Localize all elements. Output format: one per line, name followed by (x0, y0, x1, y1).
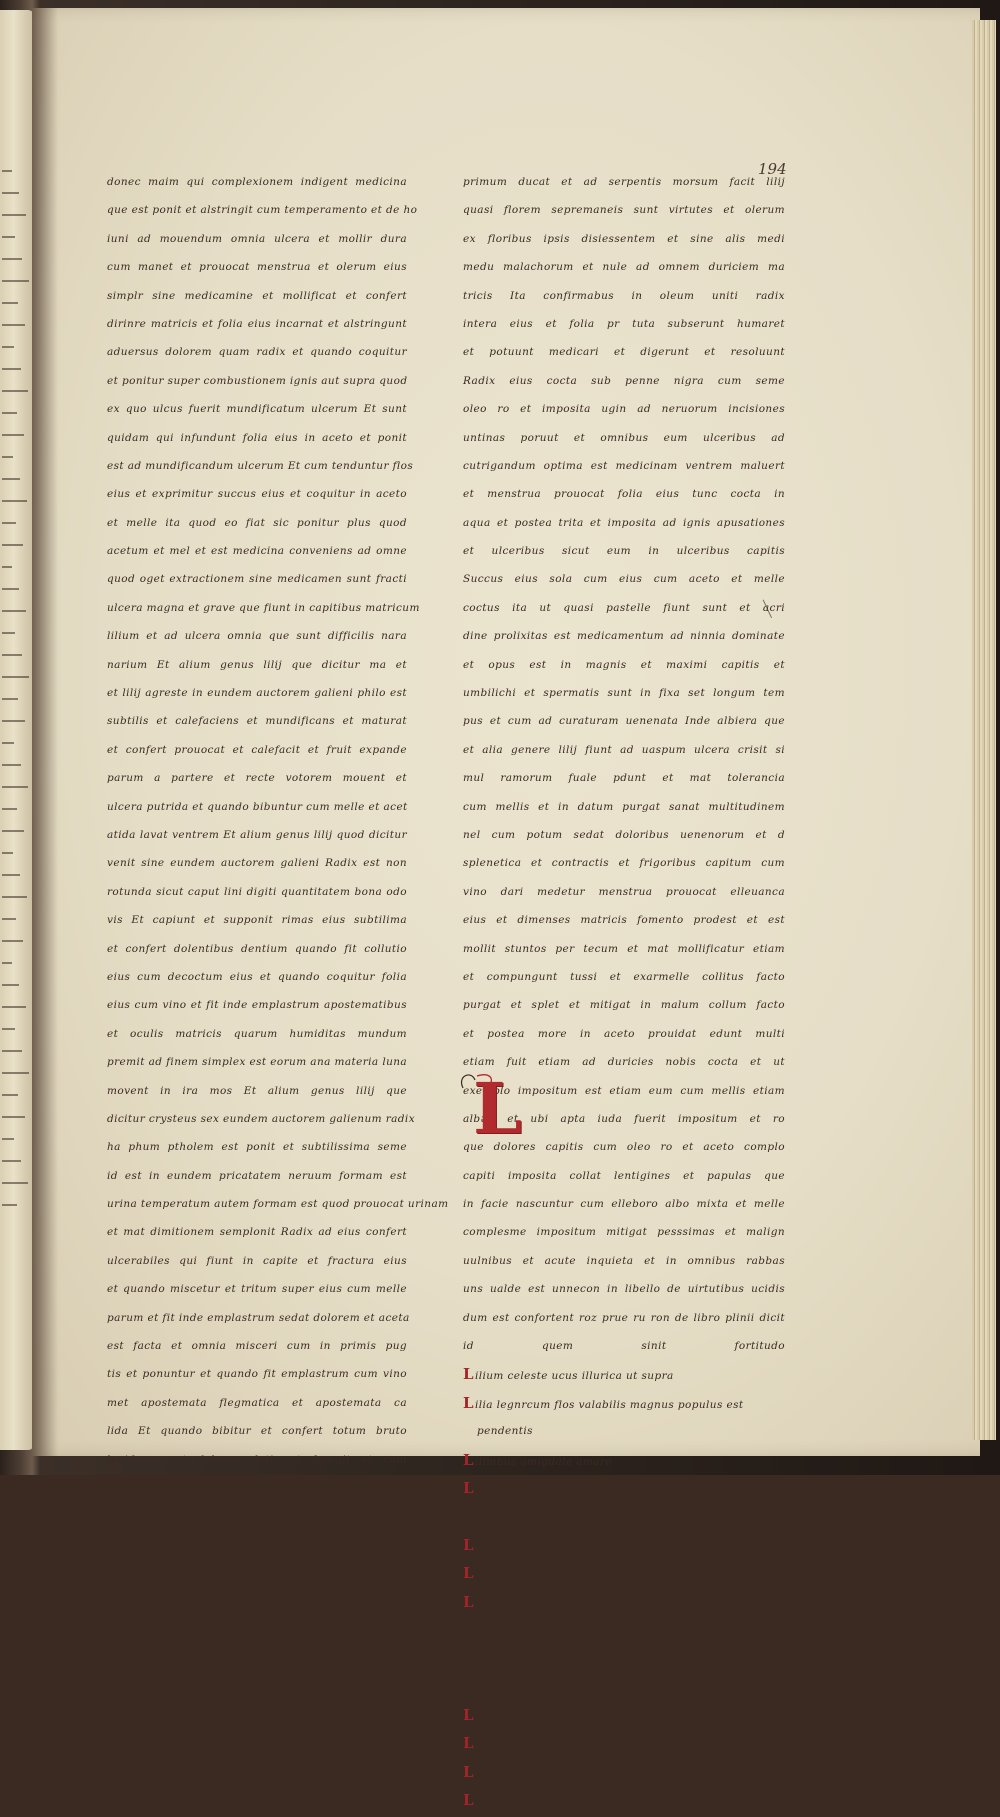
page-block-edge (972, 20, 996, 1440)
facing-page-text-fragment (2, 456, 13, 463)
line-text: eius cum vino et fit inde emplastrum apostematibus (107, 999, 407, 1012)
text-line (107, 1247, 407, 1275)
facing-page-text-fragment (2, 786, 28, 793)
glossary-entry (463, 1389, 785, 1417)
facing-page-text-fragment (2, 500, 27, 507)
line-text: tis et ponuntur et quando fit emplastrum cum vino (107, 1368, 407, 1381)
glossary-entry (463, 1531, 785, 1559)
line-text: medu malachorum et nule ad omnem duriciem ma (463, 261, 785, 274)
line-text: eius et exprimitur succus eius et coquitur in aceto (107, 488, 407, 501)
entry-text: imassagui ut unguentum (477, 1680, 618, 1693)
decorated-initial (459, 1067, 539, 1150)
line-text: met apostemata flegmatica et apostemata ca (107, 1396, 407, 1409)
facing-page-text-fragment (2, 1006, 26, 1013)
text-line (463, 395, 785, 423)
text-line (107, 878, 407, 906)
entry-text: impha ut aqua (475, 1711, 557, 1724)
line-text: posita ad combustiones prosunt cura et necatus (107, 1623, 407, 1636)
text-line (463, 963, 785, 991)
line-text: id quem sinit fortitudo (463, 1340, 785, 1353)
line-text: que dolores capitis cum oleo ro et aceto complo (463, 1141, 785, 1154)
line-text: vino dari medetur menstrua prouocat elleuanca (463, 885, 785, 898)
line-text: intera eius et folia pr tuta subserunt humaret (463, 317, 785, 330)
glossary-entry (463, 1758, 785, 1786)
text-line (107, 622, 407, 650)
facing-page-text-fragment (2, 720, 25, 727)
glossary-entry (463, 1417, 785, 1445)
line-text: et postea more in aceto prouidat edunt multi (463, 1027, 785, 1040)
rubricated-initial: L (463, 1706, 474, 1725)
entry-text: pendentis (477, 1425, 533, 1438)
line-text: est ad mundificandum ulcerum Et cum tenduntur flos (107, 459, 414, 472)
text-line (463, 1218, 785, 1246)
facing-page-edge (0, 10, 34, 1450)
facing-page-text-fragment (2, 434, 24, 441)
line-text: cutrigandum optima est medicinam ventrem maluert (463, 459, 785, 472)
facing-page-text-fragment (2, 1116, 25, 1123)
line-text: et ponitur super combustionem ignis aut supra quod (107, 374, 408, 387)
line-text: et oculis matricis quarum humiditas mundum (107, 1027, 407, 1040)
text-line (463, 565, 785, 593)
text-line (107, 395, 407, 423)
text-line (107, 1162, 407, 1190)
line-text: et confert dolentibus dentium quando fit collutio (107, 942, 407, 955)
facing-page-text-fragment (2, 544, 23, 551)
text-line (463, 1304, 785, 1332)
rubricated-initial: L (463, 1762, 474, 1781)
text-line (107, 935, 407, 963)
line-text: donec maim qui complexionem indigent medicina (107, 176, 407, 188)
facing-page-text-fragment (2, 896, 27, 903)
line-text: ha phum ptholem est ponit et subtilissima seme (107, 1141, 407, 1154)
text-line (107, 1304, 410, 1332)
text-line (107, 651, 407, 679)
entry-text: ilisfiquis (475, 1569, 524, 1582)
facing-page-text-fragment (2, 830, 24, 837)
facing-page-text-fragment (2, 1204, 17, 1211)
text-line (107, 679, 407, 707)
glossary-entry (463, 1786, 785, 1814)
text-line (107, 1417, 407, 1445)
glossary-entry (463, 1616, 785, 1644)
text-line (107, 963, 407, 991)
line-text: ignis combustionibus sponit et mollit etiam (107, 1737, 407, 1750)
text-line (463, 849, 785, 877)
line-text: uulnibus et acute inquieta et in omnibus rabbas (463, 1254, 785, 1267)
facing-page-text-fragment (2, 1072, 29, 1079)
text-line (107, 594, 420, 622)
text-line (107, 1077, 407, 1105)
text-line (107, 253, 407, 281)
text-line (463, 310, 785, 338)
line-text: subtilis et calefaciens et mundificans et maturat (107, 715, 407, 728)
facing-page-text-fragment (2, 236, 15, 243)
line-text: oleo ro et imposita ugin ad neruorum incisiones (463, 403, 785, 416)
glossary-entry (463, 1502, 785, 1530)
line-text: est facta et omnia misceri cum in primis pug (107, 1340, 407, 1353)
text-line (107, 310, 407, 338)
text-line (463, 480, 785, 508)
text-line (107, 367, 407, 395)
text-line (107, 1020, 407, 1048)
line-text: et quando miscetur et tritum super eius cum melle (107, 1283, 407, 1296)
facing-page-text-fragment (2, 698, 18, 705)
facing-page-text-fragment (2, 302, 18, 309)
facing-page-text-fragment (2, 742, 14, 749)
line-text: que est ponit et alstringit cum temperamento et de ho (107, 204, 418, 217)
line-text: lucidorum et dolorem latis et frangit et cum (107, 1453, 407, 1466)
line-text: melle Radix non assidue coqui cum oleo toto (107, 1709, 407, 1722)
text-line (107, 1275, 407, 1303)
text-line (463, 821, 785, 849)
text-line (107, 1133, 407, 1161)
entry-text: imaca spica est lege halimi (477, 1623, 632, 1636)
text-line (107, 282, 407, 310)
glossary-entry (463, 1474, 785, 1502)
right-text-column (463, 168, 785, 1815)
text-line (463, 736, 785, 764)
line-text: et menstrua prouocat folia eius tunc cocta in (463, 488, 785, 501)
line-text: untinas poruut et omnibus eum ulceribus ad (463, 431, 785, 444)
text-line (107, 1616, 407, 1644)
text-line (463, 1247, 785, 1275)
text-line (463, 1162, 785, 1190)
glossary-entry (463, 1644, 785, 1672)
glossary-entry (463, 1701, 785, 1729)
facing-page-text-fragment (2, 390, 28, 397)
rubricated-initial: L (463, 1734, 474, 1753)
facing-page-text-fragment (2, 258, 22, 265)
line-text: et melle ita quod eo fiat sic ponitur plus quod (107, 516, 407, 529)
facing-page-text-fragment (2, 522, 16, 529)
text-line (107, 1190, 449, 1218)
text-line (463, 1332, 785, 1360)
text-line (107, 452, 414, 480)
text-line (463, 622, 785, 650)
folio-number: 194 (758, 160, 787, 178)
line-text: fomenti cum eius dum menstrua prouocat et (107, 1794, 407, 1807)
facing-page-text-fragment (2, 632, 15, 639)
line-text: cum mellis et in datum purgat sanat multitudinem (463, 800, 785, 813)
text-line (107, 736, 407, 764)
text-line (107, 1588, 407, 1616)
text-line (107, 168, 407, 196)
facing-page-text-fragment (2, 324, 25, 331)
line-text: et opus est in magnis et maximi capitis et (463, 658, 785, 671)
line-text: cum et decoctus in matricibus ulcera nerva (107, 1680, 407, 1693)
line-text: premit ad finem simplex est eorum ana materia luna (107, 1056, 408, 1069)
line-text: ulcera putrida et quando bibuntur cum melle et acet (107, 800, 408, 813)
text-line (107, 424, 407, 452)
text-line (107, 509, 407, 537)
line-text: mollit stuntos per tecum et mat mollificatur etiam (463, 942, 785, 955)
line-text: in facie nascuntur cum elleboro albo mixta et melle (463, 1198, 785, 1211)
facing-page-text-fragment (2, 676, 29, 683)
text-line (107, 565, 407, 593)
line-text: ex floribus ipsis disiessentem et sine alis medi (463, 232, 785, 245)
text-line (463, 424, 785, 452)
line-text: et confert prouocat et calefacit et fruit expande (107, 743, 407, 756)
line-text: dum est confortent roz prue ru ron de libro plinii dicit (463, 1311, 785, 1324)
facing-page-text-fragment (2, 1050, 22, 1057)
entry-text: ilium celeste ucus illurica ut supra (475, 1370, 674, 1383)
text-line (463, 253, 785, 281)
text-line (107, 1729, 407, 1757)
text-line (107, 1502, 407, 1530)
facing-page-text-fragment (2, 346, 14, 353)
glossary-entry (463, 1559, 785, 1587)
initial-letter: L (473, 1067, 523, 1150)
line-text: Radix eius cocta sub penne nigra cum seme (463, 374, 785, 387)
entry-text: ilia legnrcum flos valabilis magnus populus est (475, 1398, 744, 1411)
line-text: pus et cum ad curaturam uenenata Inde albiera que (463, 715, 785, 728)
line-text: movent in ira mos Et alium genus lilij que (107, 1084, 407, 1097)
line-text: urina temperatum autem formam est quod prouocat urinam (107, 1198, 449, 1211)
facing-page-text-fragment (2, 170, 12, 177)
text-line (107, 1332, 407, 1360)
line-text: parum et fit inde emplastrum sedat dolorem et aceta (107, 1311, 410, 1324)
line-text: atida lavat ventrem Et alium genus lilij quod dicitur (107, 828, 407, 841)
facing-page-text-fragment (2, 368, 21, 375)
line-text: uns ualde est unnecon in libello de uirtutibus ucidis (463, 1283, 785, 1296)
line-text: parum a partere et recte votorem mouent et (107, 772, 407, 785)
rubricated-initial: L (463, 1592, 474, 1611)
entry-text: inceum sive plinius herba est que pigre uocatur (475, 1767, 749, 1780)
text-line (107, 1644, 407, 1672)
line-text: primum ducat et ad serpentis morsum facit lilij (463, 176, 785, 188)
facing-page-text-fragment (2, 1160, 21, 1167)
facing-page-text-fragment (2, 984, 19, 991)
text-line (107, 707, 407, 735)
text-line (107, 1531, 407, 1559)
text-line (463, 1190, 785, 1218)
text-line (107, 480, 407, 508)
line-text: matrem et addiat menstrualem pinguedinem et (107, 1765, 407, 1778)
line-text: id est in eundem pricatatem neruum formam est (107, 1169, 407, 1182)
text-line (107, 1389, 407, 1417)
line-text: et alia genere lilij fiunt ad uaspum ulcera crisit si (463, 743, 785, 756)
line-text: coctus ita ut quasi pastelle fiunt sunt et acri (463, 601, 785, 614)
text-line (463, 225, 785, 253)
glossary-entry (463, 1729, 785, 1757)
text-line (107, 1446, 407, 1474)
line-text: duram necessarium Et folia eius cocta et in (107, 1595, 407, 1608)
entry-text: pedenicis (477, 1510, 532, 1523)
glossary-entry (463, 1673, 785, 1701)
facing-page-text-fragment (2, 412, 17, 419)
text-line (463, 594, 785, 622)
text-line (463, 537, 785, 565)
facing-page-text-fragment (2, 940, 23, 947)
text-line (463, 1020, 785, 1048)
line-text: aduersus dolorem quam radix et quando coquitur (107, 346, 407, 359)
line-text: albuii et ubi apta iuda fuerit impositum et ro (463, 1112, 785, 1125)
line-text: exemplo impositum est etiam eum cum mellis etiam (463, 1084, 785, 1097)
text-line (107, 991, 407, 1019)
facing-page-text-fragment (2, 1028, 15, 1035)
rubricated-initial: L (463, 1365, 474, 1384)
text-line (463, 679, 785, 707)
line-text: Succus eius sola cum eius cum aceto et melle (463, 573, 785, 586)
text-line (463, 878, 785, 906)
line-text: simplr sine medicamine et mollificat et confert (107, 289, 407, 302)
line-text: et lilij agreste in eundem auctorem galieni philo est (107, 687, 407, 700)
line-text: iuni ad mouendum omnia ulcera et mollir dura (107, 232, 407, 245)
text-line (107, 1360, 407, 1388)
text-line (463, 793, 785, 821)
glossary-entry (463, 1360, 785, 1388)
line-text: etiam fuit etiam ad duricies nobis cocta et ut (463, 1056, 785, 1069)
line-text: et quando bibitur cum aceto simplex apostemata (107, 1538, 407, 1551)
line-text: quod oget extractionem sine medicamen sunt fracti (107, 573, 407, 586)
text-line (463, 367, 785, 395)
facing-page-text-fragment (2, 1094, 18, 1101)
rubricated-initial: L (463, 1450, 474, 1469)
text-line (107, 1048, 407, 1076)
text-line (107, 225, 407, 253)
text-line (107, 537, 407, 565)
line-text: et ulceribus sicut eum in ulceribus capitis (463, 545, 785, 558)
text-line (107, 849, 407, 877)
facing-page-text-fragment (2, 192, 19, 199)
line-text: lilium et ad ulcera omnia que sunt difficilis nara (107, 630, 407, 643)
text-line (107, 906, 407, 934)
text-line (463, 707, 785, 735)
line-text: ulcerabiles qui fiunt in capite et fractura eius (107, 1254, 407, 1267)
left-text-column (107, 168, 449, 1815)
line-text: et mat dimitionem semplonit Radix ad eius confert (107, 1226, 407, 1239)
line-text: narium Et alium genus lilij que dicitur ma et (107, 658, 407, 671)
entry-text: ilinguicia ut pastinaca (475, 1540, 603, 1553)
rubricated-initial: L (463, 1535, 474, 1554)
line-text: lida Et quando bibitur et confert totum bruto (107, 1425, 407, 1438)
facing-page-text-fragment (2, 1138, 14, 1145)
text-line (463, 651, 785, 679)
text-line (463, 452, 785, 480)
line-text: cum molofach prouocat ventrem prouocatione (107, 1510, 407, 1523)
text-line (463, 764, 785, 792)
text-line (107, 338, 407, 366)
facing-page-text-fragment (2, 610, 26, 617)
entry-text: incesa ut usnee (475, 1796, 564, 1809)
entry-text: imphatiscens ut sedefiamentum (475, 1739, 657, 1752)
text-line (107, 1105, 416, 1133)
line-text: umbilichi et spermatis sunt in fixa set longum tem (463, 687, 785, 700)
line-text: ulcera magna et grave que fiunt in capitibus matricum (107, 601, 420, 614)
line-text: venit sine eundem auctorem galieni Radix est non (107, 857, 407, 870)
facing-page-text-fragment (2, 214, 26, 221)
rubricated-initial: L (463, 1478, 474, 1497)
text-line (107, 1701, 407, 1729)
text-line (107, 1673, 407, 1701)
text-line (107, 764, 407, 792)
facing-page-text-fragment (2, 764, 21, 771)
text-line (107, 196, 418, 224)
text-line (107, 821, 407, 849)
text-line (107, 793, 407, 821)
facing-page-text-fragment (2, 1182, 28, 1189)
line-text: ex quo ulcus fuerit mundificatum ulcerum Et sunt (107, 403, 407, 416)
facing-page-text-fragment (2, 566, 12, 573)
line-text: et compungunt tussi et exarmelle collitus facto (463, 970, 785, 983)
line-text: complesme impositum mitigat pesssimas et malign (463, 1226, 785, 1239)
line-text: dine prolixitas est medicamentum ad ninnia dominate (463, 630, 785, 643)
facing-page-text-fragment (2, 962, 12, 969)
text-line (107, 1786, 407, 1814)
facing-page-text-fragment (2, 918, 16, 925)
line-text: quasi florem sepremaneis sunt virtutes et olerum (463, 204, 785, 217)
text-line (463, 906, 785, 934)
text-line (463, 282, 785, 310)
text-line (107, 1559, 407, 1587)
entry-text: ilisfrigus ut palma (475, 1597, 580, 1610)
text-line (107, 1758, 407, 1786)
entry-text: ilinges sperma herbe que malua dicitur ut et est (475, 1483, 752, 1496)
line-text: sinplene duo flores lilij deinatur possunt emolliu (107, 1567, 407, 1580)
line-text: ne Et quando bibunt Et femur diluitur pondus (107, 1481, 407, 1494)
line-text: purgat et splet et mitigat in malum collum facto (463, 999, 785, 1012)
rubricated-initial: L (463, 1791, 474, 1810)
facing-page-text-fragment (2, 478, 20, 485)
binding-gutter-shadow (32, 8, 58, 1456)
text-line (463, 991, 785, 1019)
line-text: dicitur crysteus sex eundem auctorem galienum radix (107, 1112, 416, 1125)
text-line (107, 1474, 407, 1502)
glossary-entry (463, 1446, 785, 1474)
text-line (463, 196, 785, 224)
rubricated-initial: L (463, 1393, 474, 1412)
text-line (107, 1218, 407, 1246)
text-line (463, 338, 785, 366)
glossary-entry (463, 1588, 785, 1616)
line-text: tricis Ita confirmabus in oleum uniti radix (463, 289, 785, 302)
line-text: splenetica et contractis et frigoribus capitum cum (463, 857, 785, 870)
line-text: quidam qui infundunt folia eius in aceto et ponit (107, 431, 407, 444)
facing-page-text-fragment (2, 280, 29, 287)
line-text: eius cum decoctum eius et quando coquitur folia (107, 970, 407, 983)
entry-text: ilimbus amigdale amare (475, 1455, 612, 1468)
text-line (463, 168, 785, 196)
line-text: aqua et postea trita et imposita ad ignis apusationes (463, 516, 785, 529)
line-text: vis Et capiunt et supponit rimas eius subtilima (107, 914, 407, 927)
text-line (463, 935, 785, 963)
line-text: nel cum potum sedat doloribus uenenorum et d (463, 828, 785, 841)
text-line (463, 1275, 785, 1303)
entry-text: imantema ut rima marina (477, 1652, 623, 1665)
line-text: cum manet et prouocat menstrua et olerum eius (107, 261, 407, 274)
line-text: eius et dimenses matricis fomento prodest et est (463, 914, 785, 927)
line-text: rotunda sicut caput lini digiti quantitatem bona odo (107, 885, 407, 898)
text-line (463, 509, 785, 537)
line-text: acetum et mel et est medicina conveniens ad omne (107, 545, 407, 558)
facing-page-text-fragment (2, 852, 13, 859)
line-text: serpentium minuunt et succus eius melli admixtus (107, 1652, 407, 1665)
facing-page-text-fragment (2, 654, 22, 661)
facing-page-text-fragment (2, 874, 20, 881)
line-text: mul ramorum fuale pdunt et mat tolerancia (463, 772, 785, 785)
line-text: capiti imposita collat lentigines et papulas que (463, 1169, 785, 1182)
facing-page-text-fragment (2, 588, 19, 595)
facing-page-text-fragment (2, 808, 17, 815)
line-text: et potuunt medicari et digerunt et resoluunt (463, 346, 785, 359)
line-text: dirinre matricis et folia eius incarnat et alstringunt (107, 317, 407, 330)
rubricated-initial: L (463, 1564, 474, 1583)
